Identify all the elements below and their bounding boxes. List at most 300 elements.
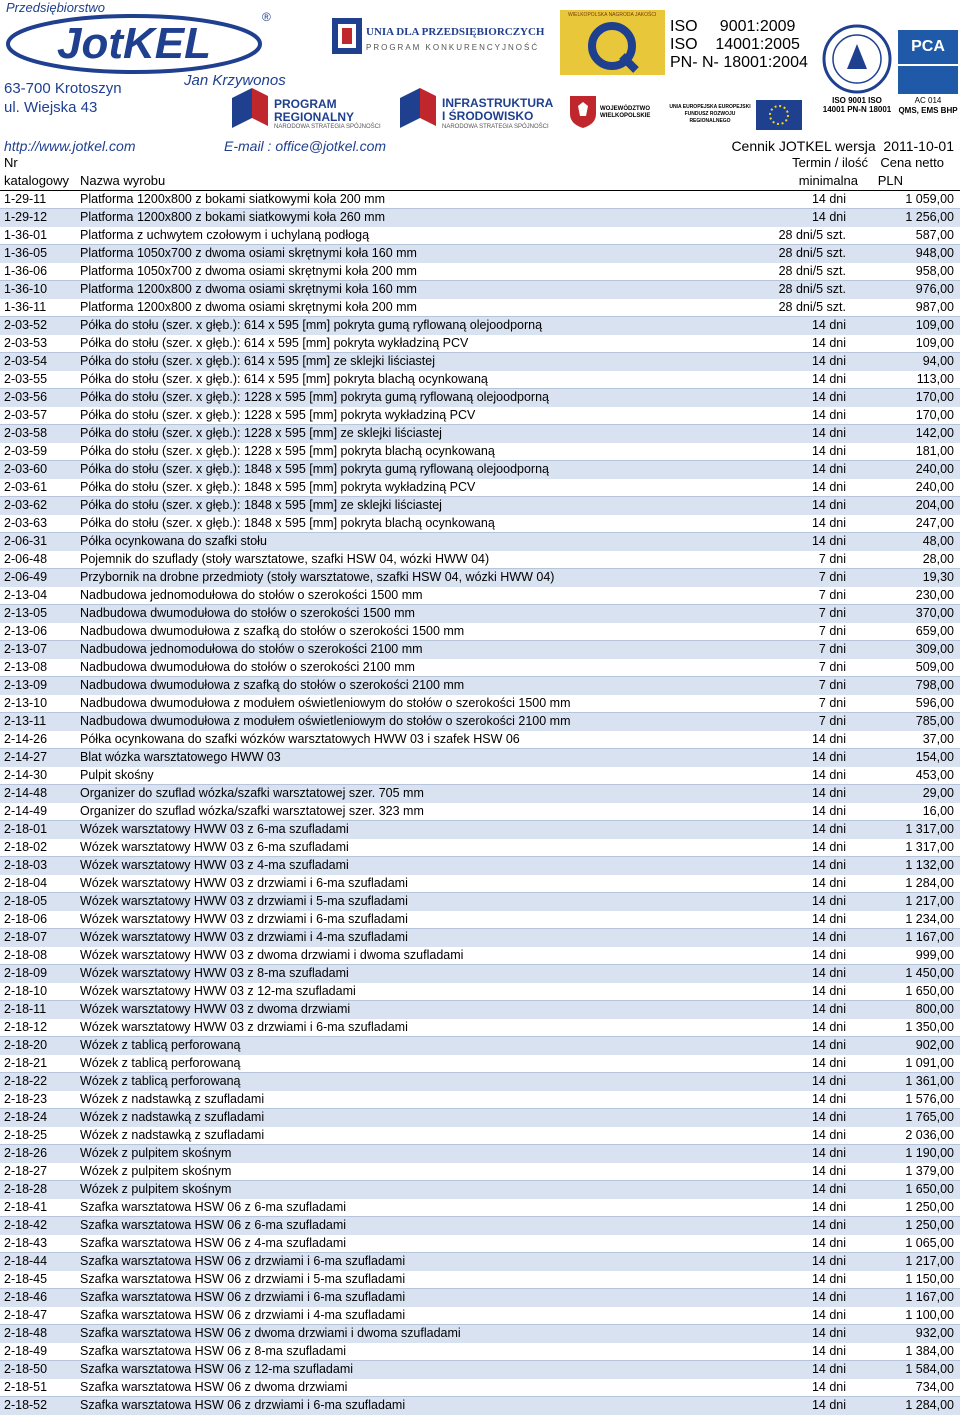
product-name: Półka do stołu (szer. x głęb.): 614 x 595 [mm] pokryta blachą ocynkowaną [80, 372, 488, 386]
lead-time: 14 dni [811, 498, 846, 512]
lead-time: 14 dni [811, 1326, 846, 1340]
table-row [0, 677, 960, 695]
net-price: 16,00 [922, 804, 954, 818]
table-row [0, 929, 960, 947]
net-price: 29,00 [922, 786, 954, 800]
table-row [0, 1019, 960, 1037]
lead-time: 14 dni [811, 1380, 846, 1394]
catalog-number: 2-06-48 [4, 552, 48, 566]
lead-time: 14 dni [811, 1218, 846, 1232]
srodowisko-text: I ŚRODOWISKO [442, 109, 534, 123]
net-price: 1 190,00 [905, 1146, 954, 1160]
address-city: 63-700 Krotoszyn [4, 80, 122, 97]
coat-of-arms-icon [570, 96, 596, 128]
net-price: 1 584,00 [905, 1362, 954, 1376]
infrastruktura-text: INFRASTRUKTURA [442, 96, 554, 110]
lead-time: 14 dni [811, 444, 846, 458]
lead-time: 14 dni [811, 480, 846, 494]
product-name: Szafka warsztatowa HSW 06 z dwoma drzwiami i dwoma szufladami [80, 1326, 461, 1340]
net-price: 204,00 [915, 498, 954, 512]
catalog-number: 2-18-27 [4, 1164, 48, 1178]
product-name: Półka do stołu (szer. x głęb.): 1848 x 595 [mm] ze sklejki liściastej [80, 498, 442, 512]
lead-time: 14 dni [811, 750, 846, 764]
net-price: 902,00 [915, 1038, 954, 1052]
net-price: 1 384,00 [905, 1344, 954, 1358]
net-price: 37,00 [922, 732, 954, 746]
table-row [0, 1271, 960, 1289]
program-regionalny-text: PROGRAM REGIONALNY [274, 97, 355, 124]
table-row [0, 1055, 960, 1073]
catalog-number: 2-13-04 [4, 588, 48, 602]
product-name: Szafka warsztatowa HSW 06 z 4-ma szufladami [80, 1236, 347, 1250]
table-row [0, 227, 960, 245]
lead-time: 7 dni [818, 678, 846, 692]
catalog-number: 2-18-09 [4, 966, 48, 980]
catalog-number: 2-18-48 [4, 1326, 48, 1340]
lead-time: 14 dni [811, 390, 846, 404]
product-name: Wózek z pulpitem skośnym [80, 1146, 232, 1160]
product-name: Platforma z uchwytem czołowym i uchylaną podłogą [80, 228, 370, 242]
lead-time: 14 dni [811, 1254, 846, 1268]
product-name: Półka do stołu (szer. x głęb.): 1228 x 595 [mm] ze sklejki liściastej [80, 426, 442, 440]
lead-time: 14 dni [811, 1020, 846, 1034]
header-katalogowy: katalogowy [4, 173, 70, 188]
catalog-number: 2-14-49 [4, 804, 48, 818]
table-row [0, 1127, 960, 1145]
lead-time: 14 dni [811, 1056, 846, 1070]
lead-time: 14 dni [811, 948, 846, 962]
catalog-number: 2-06-31 [4, 534, 48, 548]
net-price: 785,00 [915, 714, 954, 728]
table-row [0, 803, 960, 821]
nss2-text: NARODOWA STRATEGIA SPÓJNOŚCI [442, 124, 549, 130]
lead-time: 14 dni [811, 1272, 846, 1286]
lead-time: 14 dni [811, 1074, 846, 1088]
lead-time: 7 dni [818, 552, 846, 566]
lead-time: 14 dni [811, 822, 846, 836]
net-price: 1 091,00 [905, 1056, 954, 1070]
net-price: 1 059,00 [905, 192, 954, 206]
eu-text: UNIA EUROPEJSKA EUROPEJSKI FUNDUSZ ROZWOJU REGIONALNEGO [669, 104, 751, 124]
catalog-number: 2-18-41 [4, 1200, 48, 1214]
net-price: 1 361,00 [905, 1074, 954, 1088]
product-name: Wózek z nadstawką z szufladami [80, 1128, 265, 1142]
product-name: Półka do stołu (szer. x głęb.): 1848 x 595 [mm] pokryta blachą ocynkowaną [80, 516, 495, 530]
lead-time: 14 dni [811, 1164, 846, 1178]
certificate-seal [822, 24, 892, 124]
product-name: Nadbudowa jednomodułowa do stołów o szerokości 2100 mm [80, 642, 423, 656]
lead-time: 14 dni [811, 1110, 846, 1124]
net-price: 170,00 [915, 408, 954, 422]
catalog-number: 2-03-56 [4, 390, 48, 404]
lead-time: 14 dni [811, 462, 846, 476]
product-name: Szafka warsztatowa HSW 06 z 12-ma szufladami [80, 1362, 354, 1376]
header-pln: PLN [877, 173, 903, 188]
table-row [0, 515, 960, 533]
iso-9001: ISO 9001:2009 [670, 18, 796, 35]
flag-icon [400, 88, 436, 132]
lead-time: 14 dni [811, 1182, 846, 1196]
lead-time: 7 dni [818, 696, 846, 710]
net-price: 1 317,00 [905, 822, 954, 836]
table-row [0, 569, 960, 587]
table-header-row-2 [0, 172, 960, 191]
program-regionalny-logo [232, 88, 392, 133]
catalog-number: 2-13-09 [4, 678, 48, 692]
net-price: 932,00 [915, 1326, 954, 1340]
catalog-number: 2-03-53 [4, 336, 48, 350]
table-row [0, 371, 960, 389]
net-price: 1 217,00 [905, 894, 954, 908]
table-row [0, 731, 960, 749]
lead-time: 14 dni [811, 732, 846, 746]
lead-time: 28 dni/5 szt. [778, 228, 846, 242]
lead-time: 14 dni [811, 984, 846, 998]
table-row [0, 641, 960, 659]
product-name: Wózek z pulpitem skośnym [80, 1182, 232, 1196]
table-row [0, 1361, 960, 1379]
table-row [0, 1145, 960, 1163]
catalog-number: 2-18-43 [4, 1236, 48, 1250]
net-price: 1 379,00 [905, 1164, 954, 1178]
net-price: 1 250,00 [905, 1200, 954, 1214]
price-list-version: Cennik JOTKEL wersja 2011-10-01 [731, 138, 954, 154]
catalog-number: 2-03-63 [4, 516, 48, 530]
net-price: 1 350,00 [905, 1020, 954, 1034]
net-price: 370,00 [915, 606, 954, 620]
product-name: Szafka warsztatowa HSW 06 z drzwiami i 5-ma szufladami [80, 1272, 406, 1286]
catalog-number: 2-18-25 [4, 1128, 48, 1142]
pca-logo [898, 30, 958, 126]
product-name: Nadbudowa dwumodułowa z szafką do stołów o szerokości 1500 mm [80, 624, 465, 638]
catalog-number: 2-03-60 [4, 462, 48, 476]
unia-emblem-icon [332, 18, 362, 54]
catalog-number: 2-03-57 [4, 408, 48, 422]
catalog-number: 2-03-59 [4, 444, 48, 458]
catalog-number: 2-13-05 [4, 606, 48, 620]
net-price: 170,00 [915, 390, 954, 404]
product-name: Półka do stołu (szer. x głęb.): 1848 x 595 [mm] pokryta wykładziną PCV [80, 480, 476, 494]
catalog-number: 1-29-11 [4, 192, 47, 206]
table-row [0, 1397, 960, 1415]
catalog-number: 2-18-22 [4, 1074, 48, 1088]
product-name: Wózek z tablicą perforowaną [80, 1056, 241, 1070]
catalog-number: 2-13-10 [4, 696, 48, 710]
catalog-number: 2-03-61 [4, 480, 48, 494]
pca-mark: PCA [898, 30, 958, 64]
table-row [0, 353, 960, 371]
product-name: Pojemnik do szuflady (stoły warsztatowe, szafki HSW 04, wózki HWW 04) [80, 552, 490, 566]
net-price: 999,00 [915, 948, 954, 962]
pca-systems: QMS, EMS BHP [898, 106, 958, 115]
wojewodztwo-logo [570, 96, 660, 130]
lead-time: 14 dni [811, 1002, 846, 1016]
catalog-number: 2-18-11 [4, 1002, 47, 1016]
product-name: Pulpit skośny [80, 768, 154, 782]
table-row [0, 875, 960, 893]
table-row [0, 1091, 960, 1109]
product-name: Nadbudowa dwumodułowa do stołów o szerokości 1500 mm [80, 606, 415, 620]
table-row [0, 263, 960, 281]
net-price: 240,00 [915, 462, 954, 476]
catalog-number: 2-14-48 [4, 786, 48, 800]
table-row [0, 893, 960, 911]
table-row [0, 1253, 960, 1271]
product-name: Szafka warsztatowa HSW 06 z 6-ma szufladami [80, 1200, 347, 1214]
net-price: 19,30 [922, 570, 954, 584]
nss-text: NARODOWA STRATEGIA SPÓJNOŚCI [274, 124, 381, 130]
catalog-number: 2-18-28 [4, 1182, 48, 1196]
table-row [0, 1235, 960, 1253]
product-name: Platforma 1200x800 z bokami siatkowymi koła 200 mm [80, 192, 385, 206]
lead-time: 14 dni [811, 768, 846, 782]
catalog-number: 2-03-54 [4, 354, 48, 368]
table-row [0, 1379, 960, 1397]
catalog-number: 2-18-24 [4, 1110, 48, 1124]
lead-time: 14 dni [811, 1038, 846, 1052]
net-price: 1 650,00 [905, 984, 954, 998]
product-name: Wózek warsztatowy HWW 03 z 6-ma szufladami [80, 840, 349, 854]
table-row [0, 551, 960, 569]
catalog-number: 2-18-02 [4, 840, 48, 854]
table-row [0, 191, 960, 209]
lead-time: 14 dni [811, 876, 846, 890]
catalog-number: 2-18-42 [4, 1218, 48, 1232]
catalog-number: 2-18-23 [4, 1092, 48, 1106]
net-price: 1 100,00 [905, 1308, 954, 1322]
catalog-number: 2-03-62 [4, 498, 48, 512]
product-name: Wózek warsztatowy HWW 03 z dwoma drzwiami i dwoma szufladami [80, 948, 464, 962]
product-name: Platforma 1200x800 z bokami siatkowymi koła 260 mm [80, 210, 385, 224]
company-label: Przedsiębiorstwo [6, 0, 105, 15]
unia-title: UNIA DLA PRZEDSIĘBIORCZYCH [366, 26, 545, 38]
catalog-number: 2-18-26 [4, 1146, 48, 1160]
table-row [0, 1343, 960, 1361]
product-name: Blat wózka warsztatowego HWW 03 [80, 750, 281, 764]
website-link[interactable]: http://www.jotkel.com [4, 138, 136, 154]
lead-time: 7 dni [818, 624, 846, 638]
registered-mark: ® [262, 10, 271, 24]
lead-time: 14 dni [811, 516, 846, 530]
lead-time: 14 dni [811, 840, 846, 854]
product-name: Nadbudowa dwumodułowa z szafką do stołów o szerokości 2100 mm [80, 678, 465, 692]
catalog-number: 2-18-50 [4, 1362, 48, 1376]
product-name: Półka do stołu (szer. x głęb.): 614 x 595 [mm] ze sklejki liściastej [80, 354, 436, 368]
catalog-number: 2-06-49 [4, 570, 48, 584]
catalog-number: 2-13-11 [4, 714, 47, 728]
net-price: 734,00 [915, 1380, 954, 1394]
product-name: Wózek z nadstawką z szufladami [80, 1092, 265, 1106]
net-price: 181,00 [915, 444, 954, 458]
catalog-number: 1-29-12 [4, 210, 48, 224]
catalog-number: 2-13-07 [4, 642, 48, 656]
lead-time: 14 dni [811, 1128, 846, 1142]
lead-time: 14 dni [811, 408, 846, 422]
pca-code: AC 014 [914, 96, 942, 105]
lead-time: 14 dni [811, 318, 846, 332]
lead-time: 14 dni [811, 930, 846, 944]
net-price: 659,00 [915, 624, 954, 638]
product-name: Wózek warsztatowy HWW 03 z drzwiami i 6-ma szufladami [80, 912, 408, 926]
net-price: 1 217,00 [905, 1254, 954, 1268]
lead-time: 14 dni [811, 894, 846, 908]
lead-time: 14 dni [811, 336, 846, 350]
product-name: Wózek warsztatowy HWW 03 z 4-ma szufladami [80, 858, 349, 872]
lead-time: 28 dni/5 szt. [778, 246, 846, 260]
table-row [0, 965, 960, 983]
table-row [0, 1073, 960, 1091]
table-row [0, 1199, 960, 1217]
table-row [0, 479, 960, 497]
owner-name: Jan Krzywonos [184, 72, 286, 89]
product-name: Półka do stołu (szer. x głęb.): 1228 x 595 [mm] pokryta blachą ocynkowaną [80, 444, 495, 458]
product-name: Wózek z tablicą perforowaną [80, 1074, 241, 1088]
email-link[interactable]: E-mail : office@jotkel.com [224, 138, 387, 154]
catalog-number: 2-18-45 [4, 1272, 48, 1286]
product-name: Szafka warsztatowa HSW 06 z drzwiami i 6-ma szufladami [80, 1254, 406, 1268]
header-nr: Nr [4, 155, 18, 170]
product-name: Platforma 1200x800 z dwoma osiami skrętnymi koła 160 mm [80, 282, 417, 296]
net-price: 113,00 [916, 372, 954, 386]
table-row [0, 1001, 960, 1019]
lead-time: 28 dni/5 szt. [778, 264, 846, 278]
net-price: 247,00 [915, 516, 954, 530]
table-row [0, 497, 960, 515]
table-row [0, 1181, 960, 1199]
catalog-number: 2-14-30 [4, 768, 48, 782]
iso-14001: ISO 14001:2005 [670, 36, 800, 53]
product-name: Organizer do szuflad wózka/szafki warsztatowej szer. 323 mm [80, 804, 424, 818]
catalog-number: 2-18-20 [4, 1038, 48, 1052]
net-price: 976,00 [915, 282, 954, 296]
table-row [0, 623, 960, 641]
net-price: 94,00 [922, 354, 954, 368]
table-row [0, 587, 960, 605]
net-price: 109,00 [915, 336, 954, 350]
flag-icon [232, 88, 268, 132]
net-price: 596,00 [915, 696, 954, 710]
pn-n-18001: PN- N- 18001:2004 [670, 54, 808, 71]
table-row [0, 785, 960, 803]
catalog-number: 2-03-55 [4, 372, 48, 386]
catalog-number: 1-36-05 [4, 246, 48, 260]
product-name: Wózek z pulpitem skośnym [80, 1164, 232, 1178]
catalog-number: 2-18-10 [4, 984, 48, 998]
product-name: Platforma 1200x800 z dwoma osiami skrętnymi koła 200 mm [80, 300, 417, 314]
catalog-number: 2-18-08 [4, 948, 48, 962]
catalog-number: 2-03-58 [4, 426, 48, 440]
lead-time: 14 dni [811, 534, 846, 548]
net-price: 230,00 [915, 588, 954, 602]
table-row [0, 767, 960, 785]
product-name: Półka do stołu (szer. x głęb.): 1848 x 595 [mm] pokryta gumą ryflowaną olejoodporną [80, 462, 550, 476]
lead-time: 14 dni [811, 1308, 846, 1322]
net-price: 1 317,00 [905, 840, 954, 854]
net-price: 2 036,00 [905, 1128, 954, 1142]
lead-time: 14 dni [811, 966, 846, 980]
table-row [0, 605, 960, 623]
catalog-number: 2-13-06 [4, 624, 48, 638]
catalog-number: 2-14-26 [4, 732, 48, 746]
net-price: 1 650,00 [905, 1182, 954, 1196]
table-row [0, 659, 960, 677]
header-cena: Cena netto [880, 155, 944, 170]
lead-time: 14 dni [811, 858, 846, 872]
catalog-number: 2-18-04 [4, 876, 48, 890]
product-name: Półka do stołu (szer. x głęb.): 614 x 595 [mm] pokryta wykładziną PCV [80, 336, 469, 350]
table-row [0, 1217, 960, 1235]
table-row [0, 425, 960, 443]
net-price: 1 284,00 [905, 876, 954, 890]
table-row [0, 1037, 960, 1055]
table-row [0, 1307, 960, 1325]
product-name: Platforma 1050x700 z dwoma osiami skrętnymi koła 200 mm [80, 264, 417, 278]
product-name: Wózek warsztatowy HWW 03 z 12-ma szufladami [80, 984, 356, 998]
lead-time: 14 dni [811, 1092, 846, 1106]
lead-time: 14 dni [811, 1200, 846, 1214]
eu-logo [668, 100, 818, 130]
product-name: Platforma 1050x700 z dwoma osiami skrętnymi koła 160 mm [80, 246, 417, 260]
catalog-number: 2-18-47 [4, 1308, 48, 1322]
table-row [0, 461, 960, 479]
lead-time: 7 dni [818, 660, 846, 674]
net-price: 509,00 [915, 660, 954, 674]
lead-time: 14 dni [811, 210, 846, 224]
net-price: 987,00 [915, 300, 954, 314]
product-name: Półka ocynkowana do szafki stołu [80, 534, 267, 548]
address-street: ul. Wiejska 43 [4, 99, 98, 116]
quality-award-logo [560, 10, 665, 75]
lead-time: 14 dni [811, 426, 846, 440]
table-row [0, 407, 960, 425]
lead-time: 14 dni [811, 1398, 846, 1412]
product-name: Szafka warsztatowa HSW 06 z drzwiami i 6-ma szufladami [80, 1398, 406, 1412]
product-name: Wózek warsztatowy HWW 03 z drzwiami i 6-ma szufladami [80, 876, 408, 890]
product-name: Szafka warsztatowa HSW 06 z 6-ma szufladami [80, 1218, 347, 1232]
header-termin: Termin / ilość [792, 155, 868, 170]
net-price: 1 167,00 [905, 930, 954, 944]
net-price: 48,00 [922, 534, 954, 548]
lead-time: 14 dni [811, 354, 846, 368]
net-price: 587,00 [915, 228, 954, 242]
lead-time: 14 dni [811, 372, 846, 386]
product-name: Nadbudowa dwumodułowa do stołów o szerokości 2100 mm [80, 660, 415, 674]
lead-time: 7 dni [818, 570, 846, 584]
net-price: 948,00 [915, 246, 954, 260]
catalog-number: 2-13-08 [4, 660, 48, 674]
table-row [0, 533, 960, 551]
table-row [0, 335, 960, 353]
catalog-number: 1-36-10 [4, 282, 48, 296]
table-row [0, 1109, 960, 1127]
net-price: 800,00 [915, 1002, 954, 1016]
net-price: 453,00 [915, 768, 954, 782]
net-price: 240,00 [915, 480, 954, 494]
seal-caption: ISO 9001 ISO 14001 PN-N 18001 [822, 96, 892, 114]
product-name: Wózek warsztatowy HWW 03 z dwoma drzwiami [80, 1002, 351, 1016]
table-row [0, 317, 960, 335]
table-row [0, 389, 960, 407]
net-price: 1 256,00 [905, 210, 954, 224]
table-row [0, 695, 960, 713]
net-price: 1 132,00 [905, 858, 954, 872]
table-row [0, 821, 960, 839]
price-table [0, 154, 960, 1415]
net-price: 1 167,00 [905, 1290, 954, 1304]
product-name: Szafka warsztatowa HSW 06 z 8-ma szufladami [80, 1344, 347, 1358]
lead-time: 14 dni [811, 192, 846, 206]
table-row [0, 947, 960, 965]
